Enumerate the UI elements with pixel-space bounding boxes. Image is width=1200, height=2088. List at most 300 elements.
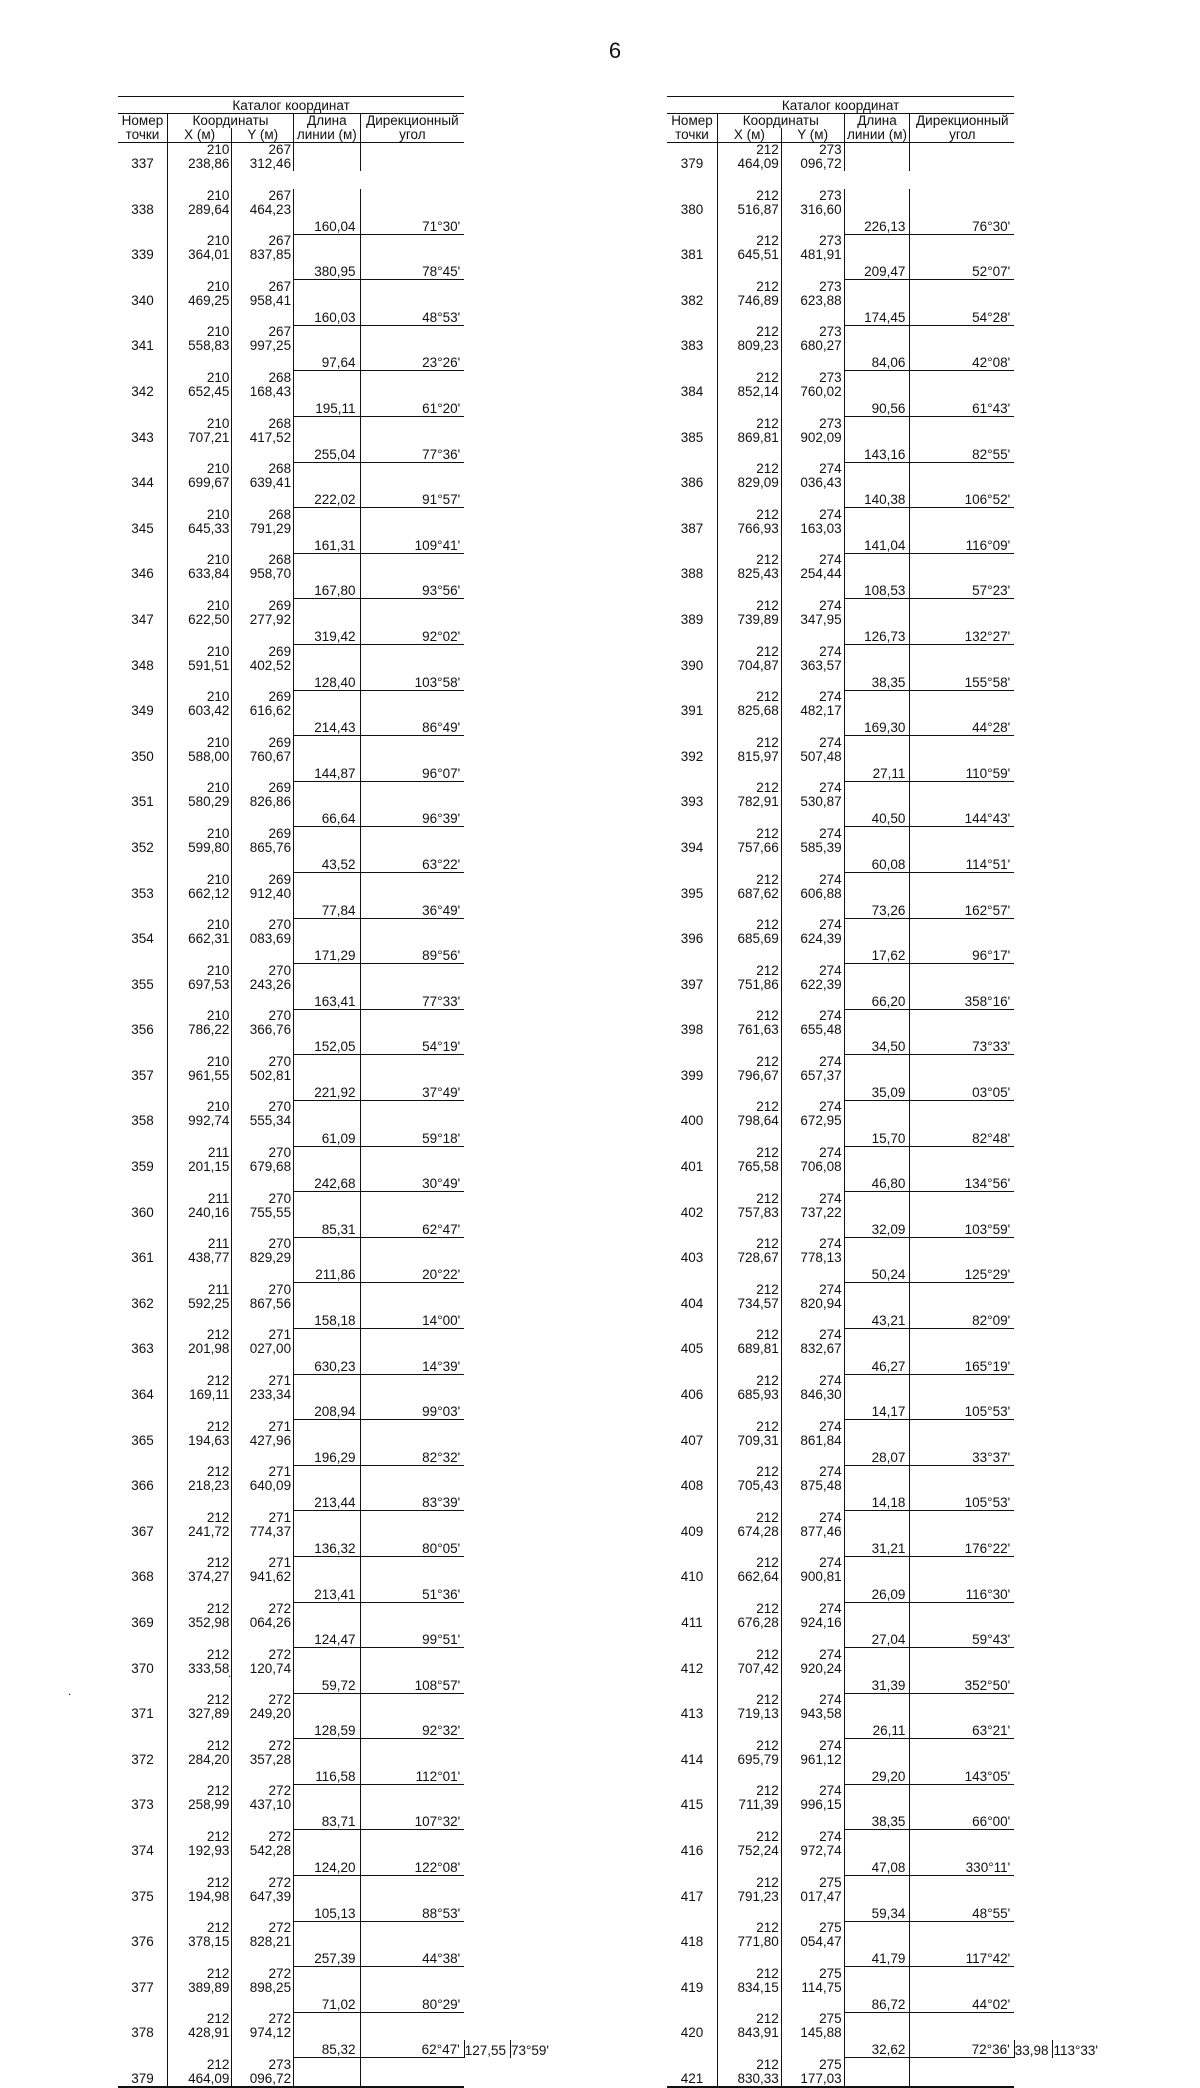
point-row — [118, 1602, 553, 1630]
y-coordinate: 269 865,76 — [232, 827, 294, 855]
y-coordinate: 269 616,62 — [232, 690, 294, 718]
y-coordinate: 270 555,34 — [232, 1100, 294, 1128]
point-row — [667, 553, 1102, 581]
point-row — [667, 1192, 1102, 1220]
catalog-title-row — [118, 97, 553, 114]
length-value: 85,31 — [294, 1192, 360, 1238]
point-row — [667, 1739, 1102, 1767]
y-coordinate: 267 997,25 — [232, 325, 294, 353]
empty-cell — [232, 1858, 294, 1876]
empty-cell — [717, 1676, 781, 1694]
point-number: 411 — [681, 1615, 703, 1630]
header-row — [667, 114, 1102, 129]
point-row — [118, 1100, 553, 1128]
angle-value: 105°53' — [910, 1465, 1014, 1511]
point-row — [667, 1283, 1102, 1311]
length-value: 174,45 — [844, 280, 910, 326]
point-number: 395 — [680, 885, 704, 901]
coordinate-catalog-left — [118, 96, 553, 2088]
point-row — [118, 827, 553, 855]
x-coordinate: 212 464,09 — [167, 2058, 231, 2087]
empty-cell — [781, 399, 844, 417]
point-row — [667, 1693, 1102, 1721]
y-coordinate: 274 254,44 — [781, 553, 844, 581]
empty-cell — [717, 673, 781, 691]
x-coordinate: 212 464,09 — [717, 143, 781, 172]
point-number: 378 — [131, 2025, 154, 2041]
x-coordinate: 212 284,20 — [167, 1739, 231, 1767]
empty-cell — [232, 1995, 294, 2013]
point-row — [118, 417, 553, 445]
y-coordinate: 273 481,91 — [781, 234, 844, 262]
x-coordinate: 210 558,83 — [167, 325, 231, 353]
empty-cell — [781, 353, 844, 371]
x-coordinate: 210 662,31 — [167, 918, 231, 946]
empty-cell — [118, 946, 167, 964]
point-row — [118, 781, 553, 809]
point-row — [667, 599, 1102, 627]
empty-cell — [232, 1904, 294, 1922]
empty-cell — [118, 1904, 167, 1922]
empty-cell — [781, 217, 844, 235]
point-number: 381 — [680, 247, 704, 263]
empty-cell — [167, 855, 231, 873]
empty-cell — [232, 1539, 294, 1557]
angle-value: 82°48' — [910, 1100, 1014, 1146]
catalog-rows — [118, 97, 553, 2087]
length-value: 108,53 — [844, 553, 910, 599]
point-number: 339 — [131, 247, 154, 263]
y-coordinate: 269 760,67 — [232, 736, 294, 764]
empty-cell — [118, 1037, 167, 1055]
angle-value: 176°22' — [910, 1511, 1014, 1557]
empty-cell — [717, 1083, 781, 1101]
empty-cell — [232, 445, 294, 463]
x-coordinate: 210 364,01 — [167, 234, 231, 262]
x-coordinate: 212 830,33 — [717, 2058, 781, 2087]
y-coordinate: 268 958,70 — [232, 553, 294, 581]
point-number: 379 — [680, 156, 704, 171]
point-number: 403 — [680, 1250, 704, 1266]
point-number: 370 — [131, 1660, 154, 1676]
point-number: 362 — [131, 1295, 154, 1311]
empty-cell — [717, 1037, 781, 1055]
x-coordinate: 210 603,42 — [167, 690, 231, 718]
angle-value: 36°49' — [360, 873, 464, 919]
empty-cell — [167, 1767, 231, 1785]
point-row — [667, 1967, 1102, 1995]
length-value: 27,04 — [844, 1602, 910, 1648]
point-number: 353 — [131, 885, 154, 901]
angle-value: 78°45' — [360, 234, 464, 280]
empty-cell — [118, 764, 167, 782]
point-number: 392 — [680, 748, 704, 764]
point-number: 384 — [680, 383, 704, 399]
catalog-title: Каталог координат — [118, 97, 464, 114]
y-coordinate: 268 791,29 — [232, 508, 294, 536]
point-row — [118, 1374, 553, 1402]
length-value: 222,02 — [294, 462, 360, 508]
y-header: Y (м) — [232, 128, 294, 143]
y-coordinate: 274 507,48 — [781, 736, 844, 764]
empty-cell — [360, 143, 464, 172]
y-coordinate: 274 920,24 — [781, 1648, 844, 1676]
empty-cell — [717, 1311, 781, 1329]
x-coordinate: 212 662,64 — [717, 1556, 781, 1584]
point-number: 406 — [680, 1387, 704, 1403]
empty-cell — [232, 217, 294, 235]
angle-value: 71°30' — [360, 189, 464, 235]
x-coordinate: 212 389,89 — [167, 1967, 231, 1995]
length-header-line2: линии (м) — [294, 128, 360, 143]
point-row — [667, 1146, 1102, 1174]
header-row — [118, 128, 553, 143]
point-row — [667, 280, 1102, 308]
angle-value: 72°36' — [910, 2012, 1014, 2058]
point-row — [667, 1100, 1102, 1128]
point-row — [667, 325, 1102, 353]
x-coordinate: 212 685,69 — [717, 918, 781, 946]
angle-value: 20°22' — [360, 1237, 464, 1283]
empty-cell — [167, 308, 231, 326]
point-number: 410 — [680, 1569, 704, 1585]
x-coordinate: 212 352,98 — [167, 1602, 231, 1630]
empty-cell — [717, 445, 781, 463]
empty-cell — [118, 901, 167, 919]
point-row — [667, 2058, 1102, 2087]
empty-cell — [667, 1949, 717, 1967]
x-coordinate: 210 786,22 — [167, 1009, 231, 1037]
angle-value: 59°18' — [360, 1100, 464, 1146]
empty-cell — [232, 1265, 294, 1283]
empty-cell — [167, 1311, 231, 1329]
length-value: 213,41 — [294, 1556, 360, 1602]
y-coordinate: 274 875,48 — [781, 1465, 844, 1493]
x-coordinate: 210 961,55 — [167, 1055, 231, 1083]
empty-cell — [167, 536, 231, 554]
empty-cell — [717, 262, 781, 280]
empty-cell — [667, 1858, 717, 1876]
length-value: 167,80 — [294, 553, 360, 599]
angle-value: 54°19' — [360, 1009, 464, 1055]
angle-value: 61°20' — [360, 371, 464, 417]
y-coordinate: 270 829,29 — [232, 1237, 294, 1265]
empty-cell — [717, 1128, 781, 1146]
empty-cell — [667, 1448, 717, 1466]
point-number: 363 — [131, 1341, 154, 1357]
y-coordinate: 275 054,47 — [781, 1921, 844, 1949]
x-header: X (м) — [167, 128, 231, 143]
point-number: 380 — [680, 201, 704, 217]
point-row — [667, 189, 1102, 217]
empty-cell — [667, 809, 717, 827]
y-coordinate: 274 820,94 — [781, 1283, 844, 1311]
point-row — [118, 553, 553, 581]
point-row — [667, 234, 1102, 262]
point-number: 360 — [131, 1204, 154, 1220]
empty-cell — [781, 673, 844, 691]
x-coordinate: 212 645,51 — [717, 234, 781, 262]
point-number: 400 — [680, 1113, 704, 1129]
empty-cell — [118, 1812, 167, 1830]
angle-value: 33°37' — [910, 1420, 1014, 1466]
length-value: 47,08 — [844, 1830, 910, 1876]
length-value: 14,17 — [844, 1374, 910, 1420]
empty-cell — [167, 217, 231, 235]
empty-cell — [232, 1676, 294, 1694]
point-row — [667, 1237, 1102, 1265]
empty-cell — [167, 1356, 231, 1374]
point-number: 357 — [131, 1067, 154, 1083]
point-row — [667, 1921, 1102, 1949]
empty-cell — [118, 855, 167, 873]
point-number: 382 — [680, 292, 704, 308]
x-coordinate: 210 591,51 — [167, 645, 231, 673]
point-row — [667, 508, 1102, 536]
y-coordinate: 274 036,43 — [781, 462, 844, 490]
angle-value: 155°58' — [910, 645, 1014, 691]
x-coordinate: 212 766,93 — [717, 508, 781, 536]
empty-cell — [118, 627, 167, 645]
length-value: 86,72 — [844, 1967, 910, 2013]
point-number: 358 — [131, 1113, 154, 1129]
empty-cell — [667, 1265, 717, 1283]
length-value: 46,80 — [844, 1146, 910, 1192]
y-coordinate: 267 837,85 — [232, 234, 294, 262]
empty-cell — [232, 353, 294, 371]
point-number: 379 — [118, 2058, 167, 2087]
length-value: 116,58 — [294, 1739, 360, 1785]
empty-cell — [781, 262, 844, 280]
length-value: 161,31 — [294, 508, 360, 554]
empty-cell — [667, 262, 717, 280]
angle-value: 103°59' — [910, 1192, 1014, 1238]
point-number: 352 — [131, 839, 154, 855]
point-row — [118, 1146, 553, 1174]
point-number: 388 — [680, 566, 704, 582]
x-coordinate: 210 662,12 — [167, 873, 231, 901]
angle-value: 358°16' — [910, 964, 1014, 1010]
empty-cell — [118, 353, 167, 371]
point-number: 389 — [680, 611, 704, 627]
point-number: 413 — [680, 1706, 704, 1722]
point-number: 391 — [680, 703, 704, 719]
point-number: 349 — [131, 703, 154, 719]
length-value: 33,98 — [1014, 2040, 1053, 2058]
empty-cell — [118, 1448, 167, 1466]
empty-cell — [167, 1584, 231, 1602]
y-coordinate: 270 755,55 — [232, 1192, 294, 1220]
angle-value: 165°19' — [910, 1328, 1014, 1374]
empty-cell — [232, 901, 294, 919]
length-value: 214,43 — [294, 690, 360, 736]
point-row — [667, 1784, 1102, 1812]
point-row — [118, 873, 553, 901]
x-coordinate: 212 719,13 — [717, 1693, 781, 1721]
point-number: 398 — [680, 1022, 704, 1038]
length-value: 160,04 — [294, 189, 360, 235]
point-number: 401 — [680, 1159, 704, 1175]
point-row — [118, 1784, 553, 1812]
angle-value: 77°36' — [360, 417, 464, 463]
length-value: 32,62 — [844, 2012, 910, 2058]
empty-cell — [232, 1949, 294, 1967]
empty-cell — [118, 1265, 167, 1283]
length-value: 257,39 — [294, 1921, 360, 1967]
length-value: 196,29 — [294, 1420, 360, 1466]
length-value: 213,44 — [294, 1465, 360, 1511]
empty-cell — [667, 1676, 717, 1694]
y-coordinate: 272 647,39 — [232, 1876, 294, 1904]
empty-cell — [232, 673, 294, 691]
y-coordinate: 274 657,37 — [781, 1055, 844, 1083]
empty-cell — [232, 627, 294, 645]
x-coordinate: 212 194,63 — [167, 1420, 231, 1448]
point-number: 407 — [680, 1432, 704, 1448]
y-coordinate: 274 846,30 — [781, 1374, 844, 1402]
y-coordinate: 274 706,08 — [781, 1146, 844, 1174]
empty-cell — [667, 946, 717, 964]
point-number: 372 — [131, 1751, 154, 1767]
length-value: 126,73 — [844, 599, 910, 645]
empty-cell — [667, 1493, 717, 1511]
empty-cell — [118, 1128, 167, 1146]
point-row — [118, 1693, 553, 1721]
y-coordinate: 272 120,74 — [232, 1648, 294, 1676]
point-number: 365 — [131, 1432, 154, 1448]
empty-cell — [667, 1220, 717, 1238]
empty-cell — [232, 1356, 294, 1374]
empty-cell — [360, 2058, 464, 2087]
point-number: 409 — [680, 1523, 704, 1539]
empty-cell — [717, 1402, 781, 1420]
length-value: 226,13 — [844, 189, 910, 235]
point-number-header-line2: точки — [118, 128, 167, 143]
y-coordinate: 274 943,58 — [781, 1693, 844, 1721]
angle-value: 96°39' — [360, 781, 464, 827]
y-header: Y (м) — [781, 128, 844, 143]
angle-value: 54°28' — [910, 280, 1014, 326]
y-coordinate: 274 347,95 — [781, 599, 844, 627]
point-number: 421 — [667, 2058, 717, 2087]
x-header: X (м) — [717, 128, 781, 143]
empty-cell — [717, 1995, 781, 2013]
empty-cell — [167, 1265, 231, 1283]
scan-mark: . — [228, 1666, 232, 1680]
point-number: 366 — [131, 1478, 154, 1494]
empty-cell — [667, 855, 717, 873]
empty-cell — [232, 399, 294, 417]
point-row — [667, 1328, 1102, 1356]
empty-cell — [167, 262, 231, 280]
empty-cell — [781, 992, 844, 1010]
empty-cell — [232, 1220, 294, 1238]
x-coordinate: 212 685,93 — [717, 1374, 781, 1402]
empty-cell — [717, 1584, 781, 1602]
empty-cell — [667, 353, 717, 371]
empty-cell — [667, 1539, 717, 1557]
empty-cell — [232, 1402, 294, 1420]
angle-value: 14°39' — [360, 1328, 464, 1374]
empty-cell — [167, 718, 231, 736]
point-number: 386 — [680, 475, 704, 491]
empty-cell — [667, 673, 717, 691]
length-value: 221,92 — [294, 1055, 360, 1101]
length-value: 83,71 — [294, 1784, 360, 1830]
angle-value: 113°33' — [1053, 2040, 1102, 2058]
point-number: 345 — [131, 520, 154, 536]
header-row — [118, 114, 553, 129]
y-coordinate: 274 672,95 — [781, 1100, 844, 1128]
length-value: 380,95 — [294, 234, 360, 280]
x-coordinate: 210 645,33 — [167, 508, 231, 536]
length-value: 66,20 — [844, 964, 910, 1010]
empty-cell — [781, 764, 844, 782]
point-row — [118, 918, 553, 946]
empty-cell — [167, 581, 231, 599]
empty-cell — [717, 217, 781, 235]
point-row — [118, 2058, 553, 2087]
point-number: 397 — [680, 976, 704, 992]
angle-value: 23°26' — [360, 325, 464, 371]
point-number: 356 — [131, 1022, 154, 1038]
length-value: 43,21 — [844, 1283, 910, 1329]
empty-cell — [717, 627, 781, 645]
x-coordinate: 210 469,25 — [167, 280, 231, 308]
angle-value: 63°21' — [910, 1693, 1014, 1739]
empty-cell — [232, 855, 294, 873]
y-coordinate: 267 958,41 — [232, 280, 294, 308]
empty-cell — [717, 581, 781, 599]
x-coordinate: 210 599,80 — [167, 827, 231, 855]
point-row — [118, 143, 553, 172]
y-coordinate: 272 542,28 — [232, 1830, 294, 1858]
empty-cell — [232, 992, 294, 1010]
angle-value: 91°57' — [360, 462, 464, 508]
empty-cell — [667, 217, 717, 235]
empty-cell — [118, 262, 167, 280]
angle-value: 80°29' — [360, 1967, 464, 2013]
point-number: 369 — [131, 1615, 154, 1630]
angle-value: 103°58' — [360, 645, 464, 691]
y-coordinate: 272 249,20 — [232, 1693, 294, 1721]
y-coordinate: 272 064,26 — [232, 1602, 294, 1630]
x-coordinate: 212 711,39 — [717, 1784, 781, 1812]
length-value: 127,55 — [464, 2040, 510, 2058]
empty-cell — [167, 627, 231, 645]
empty-cell — [118, 718, 167, 736]
angle-value: 116°30' — [910, 1556, 1014, 1602]
page-number: 6 — [608, 38, 622, 63]
empty-cell — [667, 1630, 717, 1648]
angle-value: 61°43' — [910, 371, 1014, 417]
length-value: 59,34 — [844, 1876, 910, 1922]
point-row — [118, 508, 553, 536]
x-coordinate: 210 238,86 — [167, 143, 231, 172]
angle-value: 30°49' — [360, 1146, 464, 1192]
empty-cell — [781, 1174, 844, 1192]
length-value: 124,20 — [294, 1830, 360, 1876]
angle-value: 125°29' — [910, 1237, 1014, 1283]
empty-cell — [167, 1539, 231, 1557]
coordinates-header: Координаты — [167, 114, 293, 129]
length-value: 211,86 — [294, 1237, 360, 1283]
empty-cell — [232, 1584, 294, 1602]
empty-cell — [167, 1676, 231, 1694]
length-value: 43,52 — [294, 827, 360, 873]
empty-cell — [118, 992, 167, 1010]
x-coordinate: 212 809,23 — [717, 325, 781, 353]
